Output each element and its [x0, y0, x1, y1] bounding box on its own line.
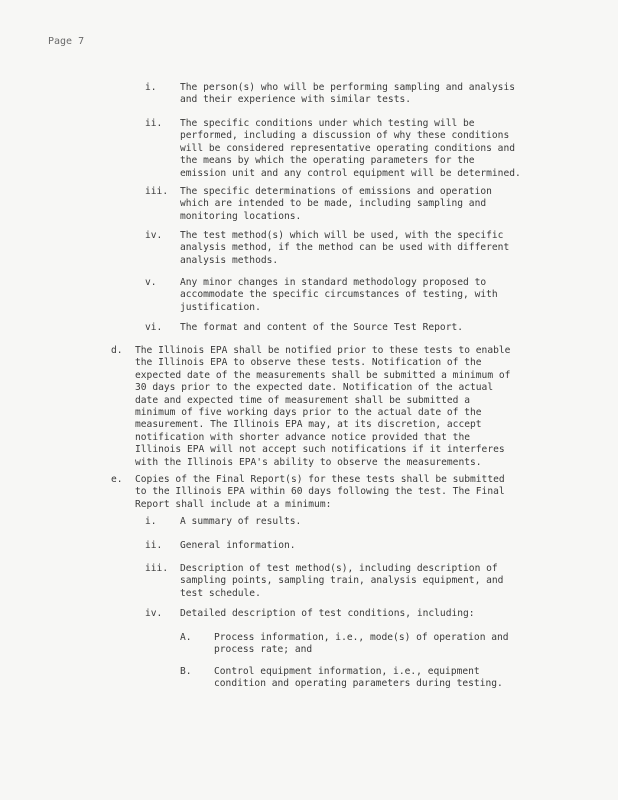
item-text: General information. — [180, 540, 296, 551]
item-marker: d. — [111, 345, 123, 356]
item-text: Any minor changes in standard methodology proposed to accommodate the specific circumstances of testing, with justification. — [180, 277, 498, 313]
item-text: Control equipment information, i.e., equipment condition and operating parameters during testing. — [214, 666, 503, 690]
item-text: A summary of results. — [180, 516, 302, 527]
item-text: The specific conditions under which testing will be performed, including a discussion of why these conditions will be considered representative operating conditions and the means by which the operating parameters for the emission unit and any control equipment will be determined. — [180, 118, 521, 179]
item-text: The Illinois EPA shall be notified prior to these tests to enable the Illinois EPA to observe these tests. Notification of the expected date of the measurements shall be submitted a minimum of 30 days prior to the expected date. Notification of the actual date and expected time of measurement shall be submitted a minimum of five working days prior to the actual date of the measurement. The Illinois EPA may, at its discretion, accept notification with shorter advance notice provided that the Illinois EPA will not accept such notifications if it interferes with the Illinois EPA's ability to observe the measurements. — [135, 345, 511, 468]
item-marker: A. — [180, 632, 192, 643]
item-text: Description of test method(s), including description of sampling points, sampling train, analysis equipment, and test schedule. — [180, 563, 504, 599]
item-text: The format and content of the Source Test Report. — [180, 322, 464, 333]
item-marker: ii. — [145, 540, 163, 551]
item-text: The person(s) who will be performing sampling and analysis and their experience with similar tests. — [180, 82, 516, 106]
item-marker: ii. — [145, 118, 163, 129]
item-marker: iv. — [145, 230, 163, 241]
item-text: Copies of the Final Report(s) for these tests shall be submitted to the Illinois EPA within 60 days following the test. The Final Report shall include at a minimum: — [135, 474, 505, 510]
item-text: The specific determinations of emissions and operation which are intended to be made, including sampling and monitoring locations. — [180, 186, 492, 222]
item-marker: iii. — [145, 563, 169, 574]
item-marker: i. — [145, 82, 157, 93]
item-marker: B. — [180, 666, 192, 677]
item-marker: vi. — [145, 322, 163, 333]
item-marker: e. — [111, 474, 123, 485]
item-marker: i. — [145, 516, 157, 527]
page-number: Page 7 — [48, 36, 85, 47]
item-marker: iv. — [145, 608, 163, 619]
item-text: Detailed description of test conditions, including: — [180, 608, 475, 619]
item-marker: v. — [145, 277, 157, 288]
item-text: The test method(s) which will be used, with the specific analysis method, if the method can be used with different analysis methods. — [180, 230, 510, 266]
item-marker: iii. — [145, 186, 169, 197]
item-text: Process information, i.e., mode(s) of operation and process rate; and — [214, 632, 509, 656]
